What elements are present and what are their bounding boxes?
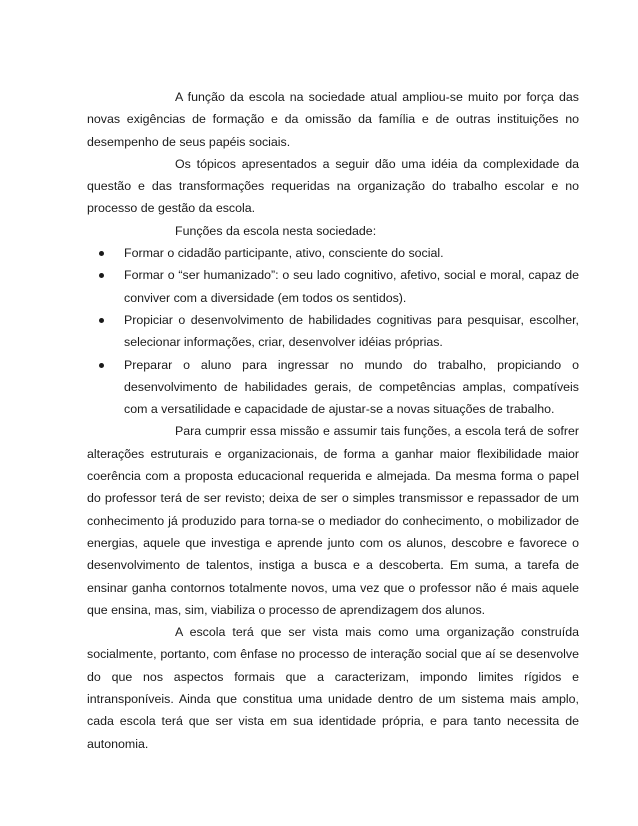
list-item-text: Formar o “ser humanizado”: o seu lado cognitivo, afetivo, social e moral, capaz de conviver com a diversidade (em todos os sentidos).	[124, 268, 579, 305]
paragraph-school-organization: A escola terá que ser vista mais como uma organização construída socialmente, portanto, com ênfase no processo de interação social que aí se desenvolve do que nos aspectos formais que a caracterizam, impondo limites rígidos e intransponíveis. Ainda que constitua uma unidade dentro de um sistema mais amplo, cada escola terá que ser vista em sua identidade própria, e para tanto necessita de autonomia.	[87, 625, 579, 751]
paragraph-functions-heading: Funções da escola nesta sociedade:	[175, 223, 377, 238]
bullet-icon	[99, 273, 104, 278]
bullet-icon	[99, 251, 104, 256]
paragraph-topics-intro: Os tópicos apresentados a seguir dão uma idéia da complexidade da questão e das transformações requeridas na organização do trabalho escolar e no processo de gestão da escola.	[87, 156, 579, 216]
list-item	[87, 354, 579, 421]
list-item	[87, 309, 579, 354]
list-item-text: Formar o cidadão participante, ativo, consciente do social.	[124, 246, 444, 261]
functions-list	[87, 242, 579, 420]
paragraph-school-function: A função da escola na sociedade atual ampliou-se muito por força das novas exigências de formação e da omissão da família e de outras instituições no desempenho de seus papéis sociais.	[87, 90, 579, 149]
list-item	[87, 242, 579, 264]
list-item	[87, 264, 579, 309]
paragraph-mission: Para cumprir essa missão e assumir tais funções, a escola terá de sofrer alterações estruturais e organizacionais, de forma a ganhar maior flexibilidade maior coerência com a proposta educacional requerida e almejada. Da mesma forma o papel do professor terá de ser revisto; deixa de ser o simples transmissor e repassador de um conhecimento já produzido para torna-se o mediador do conhecimento, o mobilizador de energias, aquele que investiga e aprende junto com os alunos, descobre e favorece o desenvolvimento de talentos, instiga a busca e a descoberta. Em suma, a tarefa de ensinar ganha contornos totalmente novos, uma vez que o professor não é mais aquele que ensina, mas, sim, viabiliza o processo de aprendizagem dos alunos.	[87, 424, 579, 617]
document-page	[87, 86, 579, 755]
list-item-text: Propiciar o desenvolvimento de habilidades cognitivas para pesquisar, escolher, selecionar informações, criar, desenvolver idéias próprias.	[124, 312, 579, 350]
list-item-text: Preparar o aluno para ingressar no mundo do trabalho, propiciando o desenvolvimento de habilidades gerais, de competências amplas, compatíveis com a versatilidade e capacidade de ajustar-se a novas situações de trabalho.	[124, 357, 579, 417]
bullet-icon	[99, 363, 104, 368]
bullet-icon	[99, 318, 104, 323]
